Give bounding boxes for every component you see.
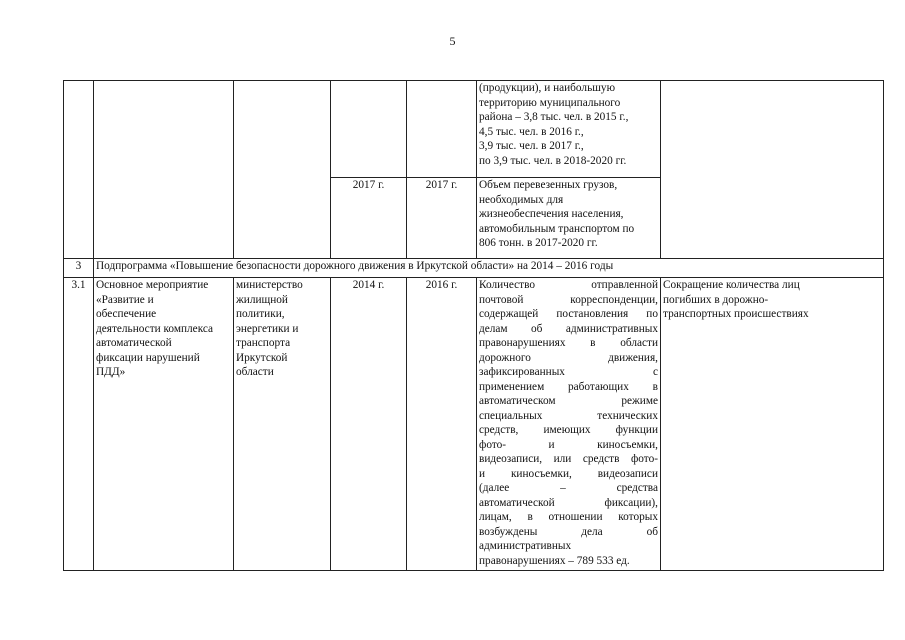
end-year-cell	[407, 81, 477, 178]
executor-cell	[234, 81, 331, 259]
activity-name-line: ПДД»	[96, 366, 126, 378]
start-year-cell: 2017 г.	[331, 178, 407, 259]
indicator-line: административных	[479, 540, 572, 552]
program-table	[63, 80, 884, 571]
end-year-cell: 2017 г.	[407, 178, 477, 259]
indicator-line: правонарушениях в области	[479, 337, 658, 349]
indicator-line: применением работающих в	[479, 380, 658, 393]
activity-name-line: автоматической	[96, 337, 172, 349]
start-year-cell: 2014 г.	[331, 278, 407, 571]
indicator-line: 4,5 тыс. чел. в 2016 г.,	[479, 125, 584, 138]
indicator-line: жизнеобеспечения населения,	[479, 208, 624, 220]
indicator-line: средств, имеющих функции	[479, 424, 658, 436]
executor-line: жилищной	[236, 293, 288, 306]
activity-number: 3.1	[64, 278, 94, 571]
number-cell	[64, 81, 94, 259]
activity-name-line: «Развитие и	[96, 293, 154, 306]
executor-line: транспорта	[236, 337, 291, 349]
indicator-line: (продукции), и наибольшую	[479, 82, 616, 94]
result-cell	[661, 278, 884, 571]
result-line: погибших в дорожно-	[663, 293, 769, 306]
indicator-line: автоматическом режиме	[479, 395, 658, 407]
executor-line: энергетики и	[236, 322, 299, 335]
end-year-cell: 2016 г.	[407, 278, 477, 571]
indicator-line: необходимых для	[479, 193, 564, 206]
indicator-line: 806 тонн. в 2017-2020 гг.	[479, 237, 598, 249]
activity-name-line: обеспечение	[96, 308, 157, 320]
result-line: Сокращение количества лиц	[663, 279, 800, 291]
subprogram-row	[64, 259, 884, 278]
indicator-line: видеозаписи, или средств фото-	[479, 453, 658, 465]
indicator-cell	[477, 81, 661, 178]
indicator-line: правонарушениях – 789 533 ед.	[479, 554, 630, 567]
executor-line: министерство	[236, 279, 303, 291]
indicator-line: делам об административных	[479, 322, 658, 335]
indicator-line: специальных технических	[479, 409, 658, 422]
table-row	[64, 81, 884, 178]
activity-name-cell	[94, 278, 234, 571]
indicator-line: почтовой корреспонденции,	[479, 293, 658, 306]
start-year-cell	[331, 81, 407, 178]
indicator-line: района – 3,8 тыс. чел. в 2015 г.,	[479, 111, 629, 123]
executor-line: области	[236, 366, 274, 378]
indicator-line: лицам, в отношении которых	[479, 511, 658, 523]
executor-cell	[234, 278, 331, 571]
result-cell	[661, 81, 884, 259]
indicator-cell	[477, 278, 661, 571]
subprogram-title: Подпрограмма «Повышение безопасности дорожного движения в Иркутской области» на 2014 – 2016 годы	[94, 259, 884, 278]
executor-line: политики,	[236, 308, 285, 320]
activity-name-line: деятельности комплекса	[96, 322, 214, 335]
indicator-line: дорожного движения,	[479, 351, 658, 364]
activity-name-line: фиксации нарушений	[96, 351, 200, 364]
indicator-line: возбуждены дела об	[479, 525, 658, 538]
activity-name-cell	[94, 81, 234, 259]
indicator-line: территорию муниципального	[479, 96, 621, 109]
executor-line: Иркутской	[236, 351, 288, 364]
indicator-line: автоматической фиксации),	[479, 496, 658, 509]
indicator-line: содержащей постановления по	[479, 308, 658, 320]
indicator-line: автомобильным транспортом по	[479, 222, 635, 235]
indicator-line: и киносъемки, видеозаписи	[479, 467, 658, 480]
page-number: 5	[449, 34, 456, 48]
indicator-line: 3,9 тыс. чел. в 2017 г.,	[479, 140, 584, 152]
indicator-line: зафиксированных с	[479, 366, 658, 378]
result-line: транспортных происшествиях	[663, 308, 809, 320]
indicator-line: Объем перевезенных грузов,	[479, 179, 618, 191]
table-row	[64, 278, 884, 571]
activity-name-line: Основное мероприятие	[96, 279, 209, 291]
indicator-cell	[477, 178, 661, 259]
indicator-line: фото- и киносъемки,	[479, 438, 658, 451]
indicator-line: (далее – средства	[479, 482, 658, 494]
indicator-line: по 3,9 тыс. чел. в 2018-2020 гг.	[479, 154, 627, 167]
subprogram-number: 3	[64, 259, 94, 278]
indicator-line: Количество отправленной	[479, 279, 658, 291]
